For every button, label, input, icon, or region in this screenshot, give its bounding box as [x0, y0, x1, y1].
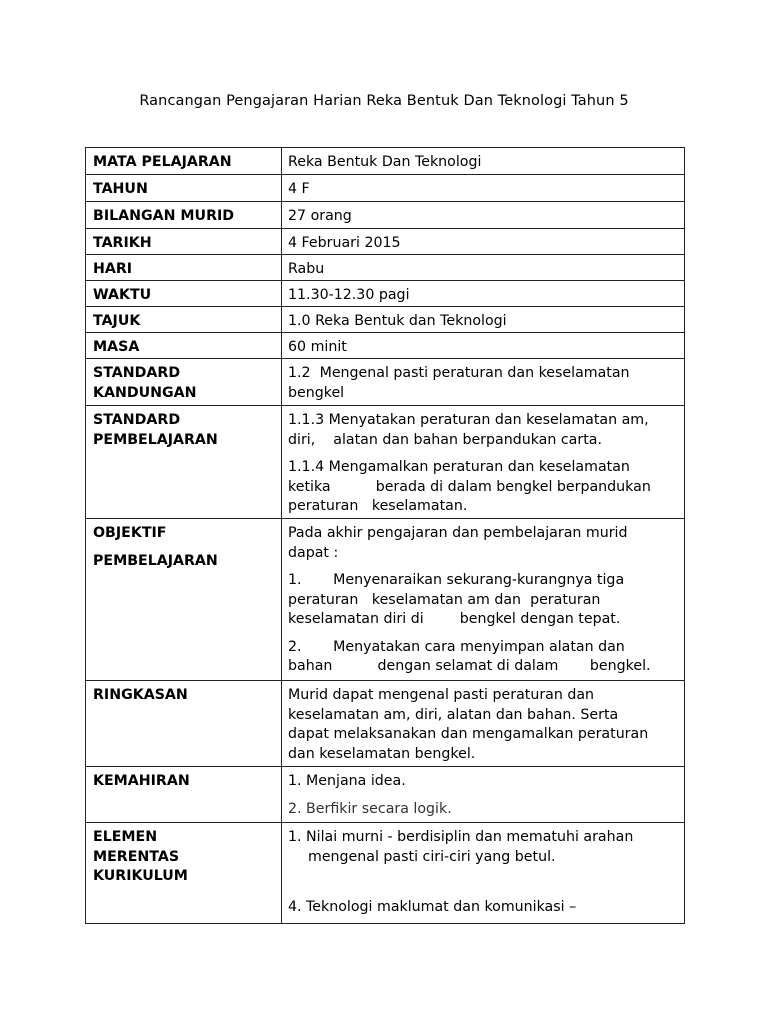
table-row	[86, 823, 685, 924]
label-line: ELEMEN	[93, 829, 158, 845]
row-label: BILANGAN MURID	[86, 202, 282, 229]
table-row	[86, 175, 685, 202]
text-line: keselamatan am, diri, alatan dan bahan. Serta	[288, 706, 619, 723]
text-line: 1.1.3 Menyatakan peraturan dan keselamatan am,	[288, 412, 649, 428]
row-value	[282, 519, 685, 681]
row-label: TAHUN	[86, 175, 282, 202]
list-item: 1. Menjana idea.	[288, 773, 406, 789]
row-value: 11.30-12.30 pagi	[282, 281, 685, 307]
label-line: PEMBELAJARAN	[93, 431, 218, 448]
table-row	[86, 281, 685, 307]
label-line: OBJEKTIF	[93, 525, 167, 541]
text-line: Murid dapat mengenal pasti peraturan dan	[288, 687, 595, 703]
label-line: KURIKULUM	[93, 868, 188, 884]
table-row	[86, 229, 685, 255]
text-line: diri, alatan dan bahan berpandukan carta.	[288, 431, 602, 448]
table-row	[86, 359, 685, 406]
row-label	[86, 359, 282, 406]
text-line: 1.1.4 Mengamalkan peraturan dan keselamatan	[288, 459, 630, 475]
row-value: 60 minit	[282, 333, 685, 359]
row-label: MASA	[86, 333, 282, 359]
table-row	[86, 406, 685, 519]
row-label	[86, 519, 282, 681]
row-label: MATA PELAJARAN	[86, 148, 282, 175]
row-value: Rabu	[282, 255, 685, 281]
row-value: Reka Bentuk Dan Teknologi	[282, 148, 685, 175]
row-value	[282, 406, 685, 519]
text-line: peraturan keselamatan am dan peraturan	[288, 591, 601, 608]
text-line: dapat :	[288, 544, 339, 561]
label-line: STANDARD	[93, 365, 181, 381]
table-row	[86, 767, 685, 823]
label-line: KANDUNGAN	[93, 384, 197, 401]
row-label: KEMAHIRAN	[86, 767, 282, 823]
document-title: Rancangan Pengajaran Harian Reka Bentuk Dan Teknologi Tahun 5	[139, 93, 629, 109]
table-row	[86, 519, 685, 681]
text-line: 1.2 Mengenal pasti peraturan dan keselamatan	[288, 365, 630, 381]
row-value	[282, 767, 685, 823]
table-row	[86, 681, 685, 767]
label-line: STANDARD	[93, 412, 181, 428]
list-item: 4. Teknologi maklumat dan komunikasi –	[288, 899, 577, 915]
row-label: RINGKASAN	[86, 681, 282, 767]
text-line: 2. Menyatakan cara menyimpan alatan dan	[288, 638, 625, 655]
row-label: WAKTU	[86, 281, 282, 307]
row-label: TAJUK	[86, 307, 282, 333]
text-line: ketika berada di dalam bengkel berpandukan	[288, 478, 651, 495]
text-line: Pada akhir pengajaran dan pembelajaran murid	[288, 525, 628, 541]
row-value	[282, 359, 685, 406]
label-line: MERENTAS	[93, 848, 180, 865]
list-item: 2. Berfikir secara logik.	[288, 800, 452, 817]
table-row	[86, 333, 685, 359]
text-line: bengkel	[288, 384, 345, 401]
list-item: 1. Nilai murni - berdisiplin dan mematuhi arahan	[288, 829, 634, 845]
row-value: 27 orang	[282, 202, 685, 229]
row-label	[86, 823, 282, 924]
text-line: dan keselamatan bengkel.	[288, 745, 476, 762]
row-value: 1.0 Reka Bentuk dan Teknologi	[282, 307, 685, 333]
row-label	[86, 406, 282, 519]
row-label: HARI	[86, 255, 282, 281]
row-value	[282, 681, 685, 767]
table-row	[86, 202, 685, 229]
text-line: dapat melaksanakan dan mengamalkan peraturan	[288, 726, 649, 742]
table-row	[86, 148, 685, 175]
table-row	[86, 307, 685, 333]
row-value: 4 Februari 2015	[282, 229, 685, 255]
row-value: 4 F	[282, 175, 685, 202]
table-row	[86, 255, 685, 281]
text-line: keselamatan diri di bengkel dengan tepat.	[288, 611, 621, 627]
label-line: PEMBELAJARAN	[93, 552, 218, 569]
row-value	[282, 823, 685, 924]
row-label: TARIKH	[86, 229, 282, 255]
lesson-plan-table	[85, 147, 685, 924]
text-line: bahan dengan selamat di dalam bengkel.	[288, 658, 651, 674]
list-item-continuation: mengenal pasti ciri-ciri yang betul.	[308, 848, 556, 865]
text-line: peraturan keselamatan.	[288, 498, 468, 514]
text-line: 1. Menyenaraikan sekurang-kurangnya tiga	[288, 572, 625, 588]
